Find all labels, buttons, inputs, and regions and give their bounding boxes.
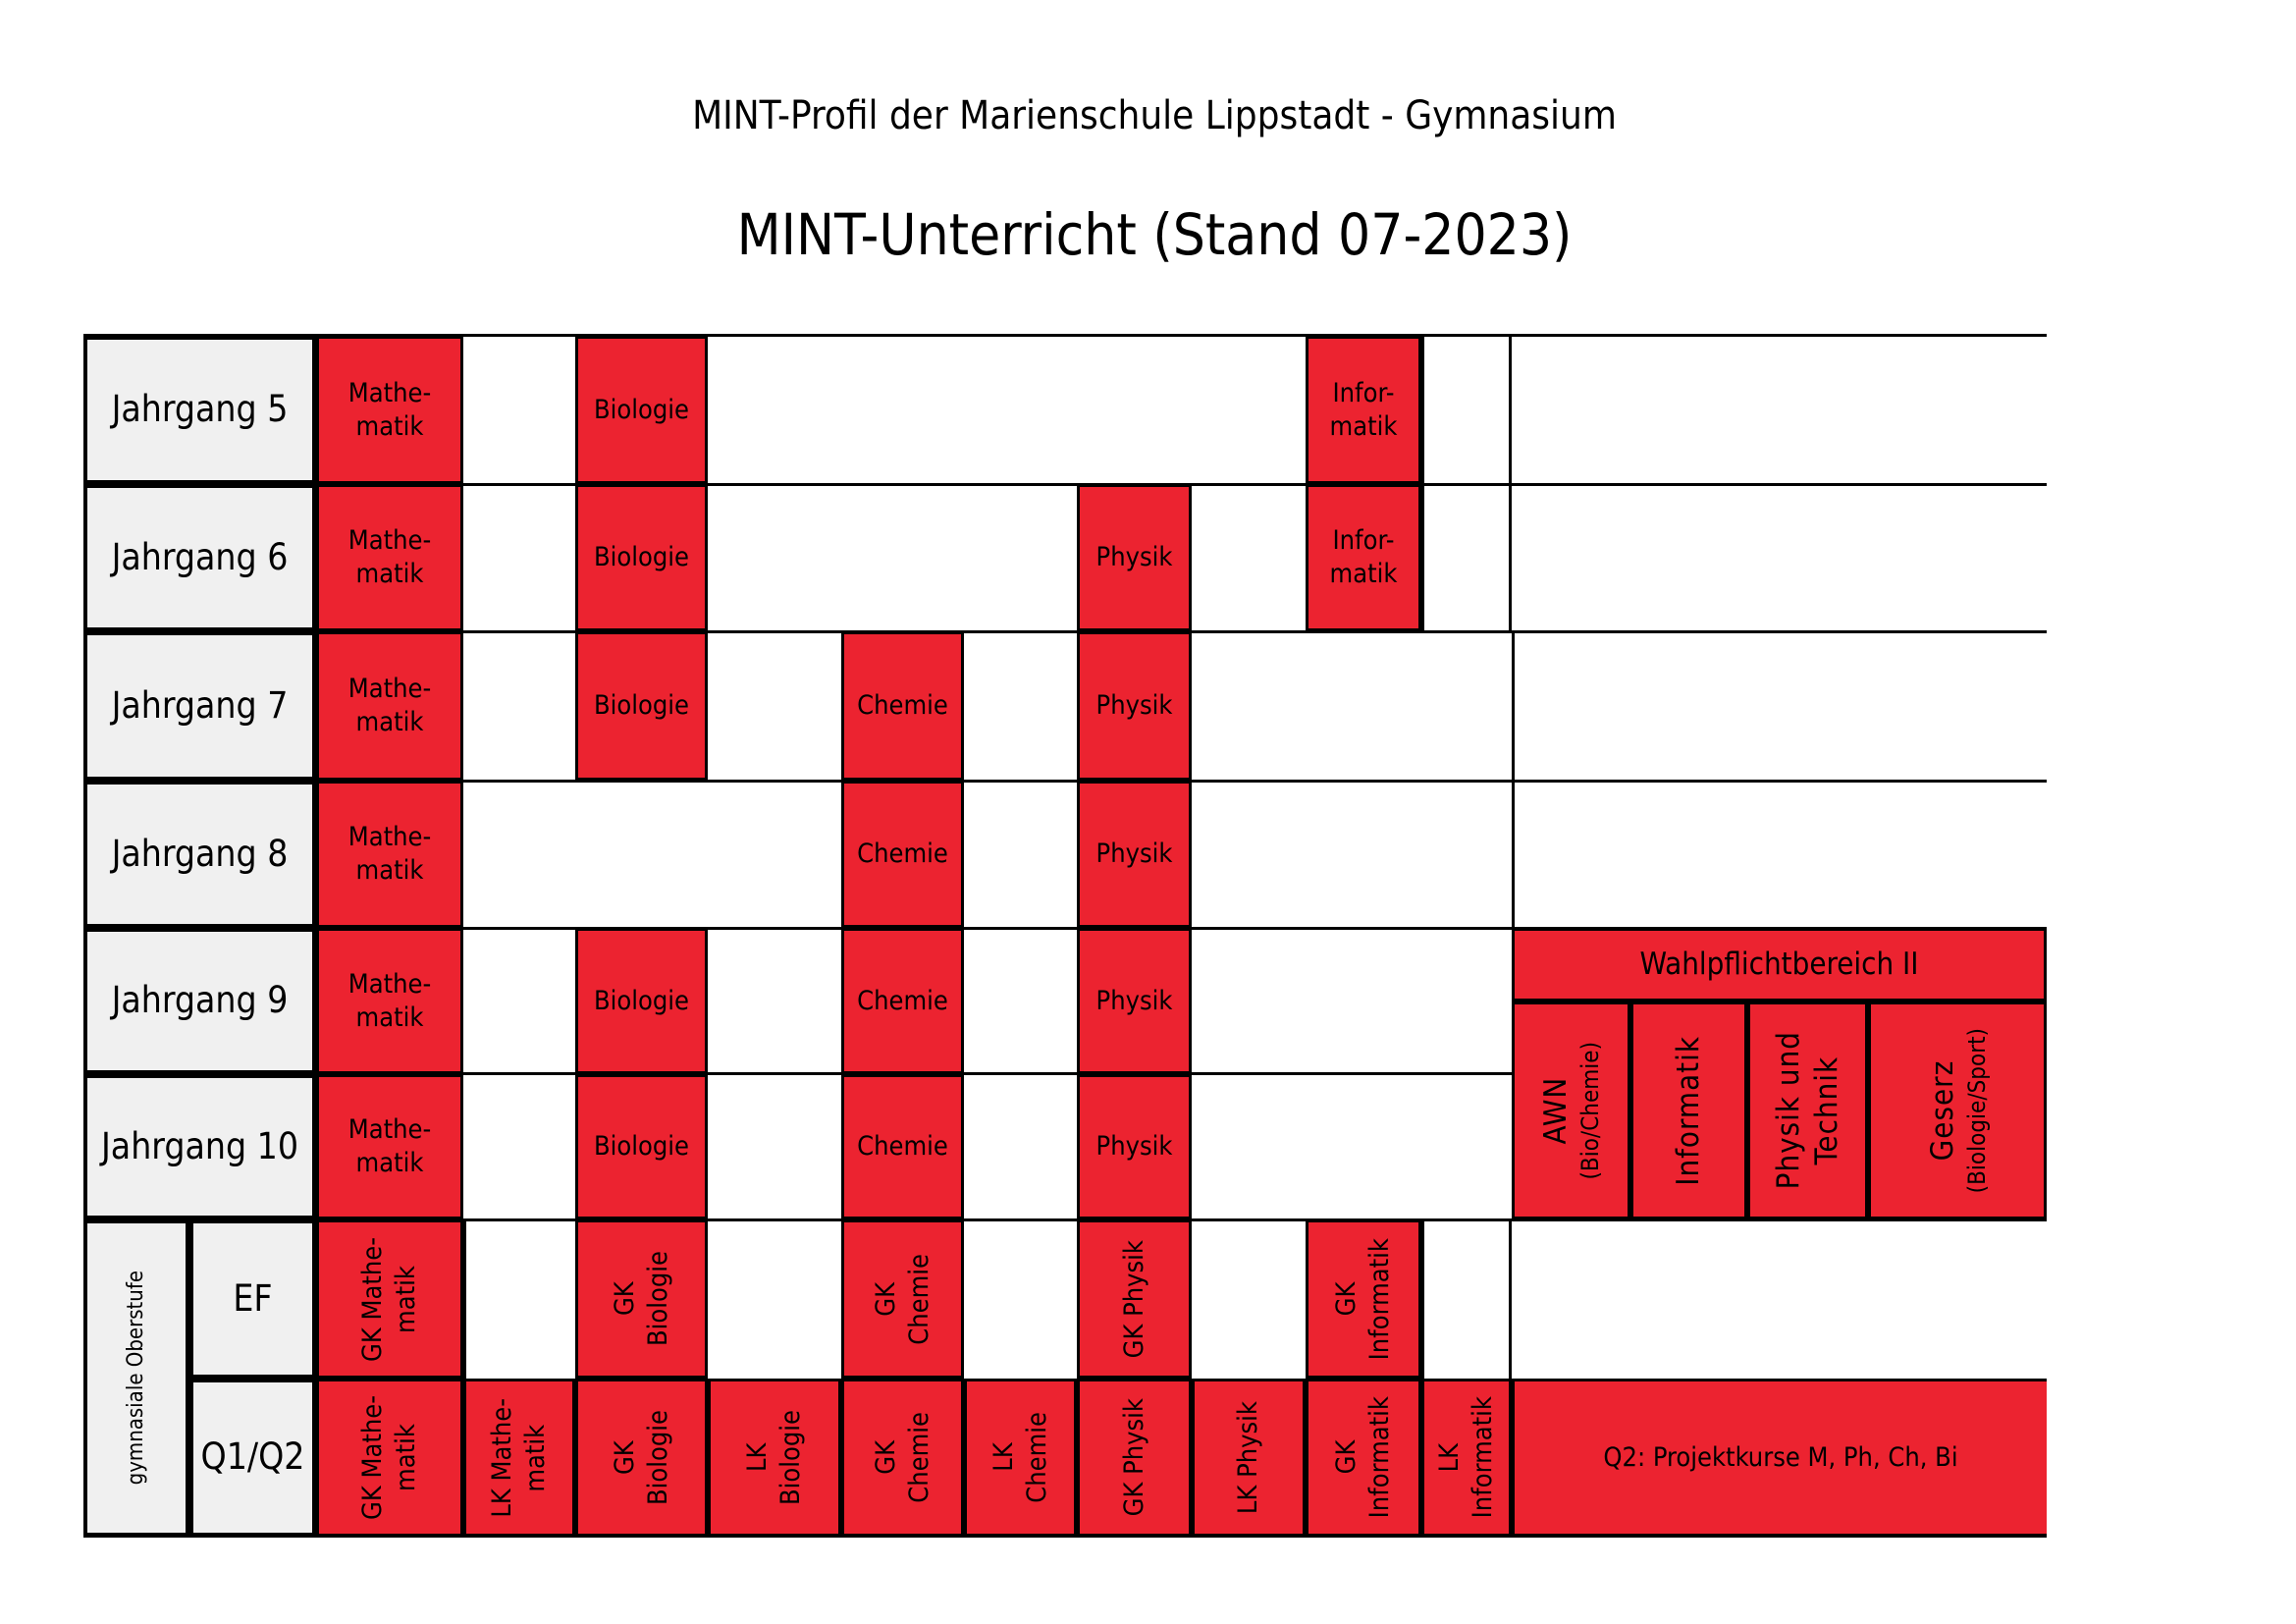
row-label-j6: Jahrgang 6 [83, 484, 316, 631]
text: LK [988, 1442, 1019, 1473]
text: Chemie [903, 1412, 934, 1503]
document-subtitle: MINT-Unterricht (Stand 07-2023) [736, 201, 1573, 268]
text: (Biologie/Sport) [1962, 1027, 1991, 1194]
q-gk-mathematik [316, 1379, 463, 1537]
text: Physik und [1770, 1031, 1806, 1190]
text: Informatik [1671, 1035, 1707, 1186]
text: Geserz [1924, 1059, 1960, 1162]
text: Informatik [1468, 1396, 1498, 1519]
text: GK [870, 1440, 901, 1475]
text: Chemie [903, 1253, 934, 1345]
text: GK Physik [1118, 1239, 1149, 1359]
q-lk-mathematik [463, 1379, 575, 1537]
q-lk-biologie [708, 1379, 841, 1537]
q-lk-chemie [964, 1379, 1077, 1537]
row-label-ef: EF [189, 1219, 316, 1379]
cell-mathematik [316, 928, 463, 1074]
oberstufe-text: gymnasiale Oberstufe [124, 1271, 149, 1486]
text: GK [1331, 1440, 1362, 1475]
text: Mathe- [347, 968, 432, 1000]
text: matik [355, 855, 424, 886]
cell-biologie: Biologie [575, 631, 708, 781]
row-label-j9: Jahrgang 9 [83, 928, 316, 1074]
text: Biologie [775, 1409, 806, 1505]
empty-cell [1421, 336, 1512, 631]
cell-physik: Physik [1077, 484, 1192, 631]
cell-biologie: Biologie [575, 484, 708, 631]
text: Informatik [1364, 1396, 1395, 1519]
cell-physik: Physik [1077, 781, 1192, 928]
q-gk-informatik [1306, 1379, 1421, 1537]
cell-biologie: Biologie [575, 928, 708, 1074]
text: Technik [1808, 1056, 1844, 1165]
mint-table [83, 336, 2047, 1537]
text: GK Physik [1118, 1398, 1149, 1517]
text: GK [609, 1440, 640, 1475]
text: Mathe- [347, 1114, 432, 1146]
wp-geserz [1868, 1001, 2047, 1219]
cell-physik: Physik [1077, 928, 1192, 1074]
cell-informatik [1306, 336, 1421, 484]
document-title: MINT-Profil der Marienschule Lippstadt - Gymnasium [692, 93, 1617, 138]
row-label-oberstufe [83, 1219, 189, 1537]
text: matik [391, 1265, 421, 1333]
text: matik [391, 1424, 421, 1491]
text: Informatik [1364, 1237, 1395, 1361]
wp-informatik [1630, 1001, 1747, 1219]
empty-cell [1421, 1219, 1512, 1379]
cell-chemie: Chemie [841, 631, 964, 781]
row-label-j5: Jahrgang 5 [83, 336, 316, 484]
text: LK Mathe- [487, 1397, 518, 1518]
q-lk-physik [1192, 1379, 1306, 1537]
text: Mathe- [347, 525, 432, 557]
text: GK [870, 1281, 901, 1317]
cell-biologie: Biologie [575, 1074, 708, 1219]
ef-gk-mathematik [316, 1219, 463, 1379]
row-label-q1q2: Q1/Q2 [189, 1379, 316, 1537]
text: Infor- [1332, 377, 1395, 408]
empty-cell [1512, 631, 1630, 928]
cell-chemie: Chemie [841, 781, 964, 928]
cell-mathematik [316, 336, 463, 484]
wp-awn [1512, 1001, 1630, 1219]
empty-cell [463, 1219, 575, 1379]
text: matik [355, 1001, 424, 1033]
text: Biologie [642, 1409, 673, 1505]
cell-informatik [1306, 484, 1421, 631]
text: matik [355, 707, 424, 737]
text: Infor- [1332, 525, 1395, 557]
text: matik [355, 1148, 424, 1178]
text: matik [1329, 559, 1398, 589]
text: GK Mathe- [357, 1236, 389, 1362]
cell-chemie: Chemie [841, 928, 964, 1074]
row-label-j8: Jahrgang 8 [83, 781, 316, 928]
text: LK Physik [1233, 1400, 1264, 1515]
cell-physik: Physik [1077, 1074, 1192, 1219]
text: Mathe- [347, 377, 432, 408]
cell-physik: Physik [1077, 631, 1192, 781]
row-label-j7: Jahrgang 7 [83, 631, 316, 781]
text: Biologie [642, 1251, 673, 1347]
ef-gk-physik [1077, 1219, 1192, 1379]
q-gk-physik [1077, 1379, 1192, 1537]
text: LK [742, 1442, 774, 1473]
cell-mathematik [316, 484, 463, 631]
text: (Bio/Chemie) [1575, 1041, 1604, 1180]
text: AWN [1538, 1076, 1575, 1145]
text: matik [355, 410, 424, 442]
cell-mathematik [316, 781, 463, 928]
text: GK Mathe- [357, 1395, 389, 1520]
cell-mathematik [316, 1074, 463, 1219]
q2-projektkurse: Q2: Projektkurse M, Ph, Ch, Bi [1512, 1379, 2047, 1537]
ef-gk-chemie [841, 1219, 964, 1379]
text: GK [609, 1281, 640, 1317]
text: Mathe- [347, 822, 432, 853]
text: matik [520, 1424, 551, 1491]
text: LK [1434, 1442, 1466, 1473]
ef-gk-biologie [575, 1219, 708, 1379]
q-gk-biologie [575, 1379, 708, 1537]
text: Mathe- [347, 674, 432, 705]
wp-physik-technik [1747, 1001, 1868, 1219]
text: matik [355, 559, 424, 589]
ef-gk-informatik [1306, 1219, 1421, 1379]
q-gk-chemie [841, 1379, 964, 1537]
text: matik [1329, 410, 1398, 442]
text: Chemie [1021, 1412, 1052, 1503]
row-label-j10: Jahrgang 10 [83, 1074, 316, 1219]
q-lk-informatik [1421, 1379, 1512, 1537]
text: GK [1331, 1281, 1362, 1317]
cell-chemie: Chemie [841, 1074, 964, 1219]
wahlpflicht-header: Wahlpflichtbereich II [1512, 928, 2047, 1001]
cell-mathematik [316, 631, 463, 781]
cell-biologie: Biologie [575, 336, 708, 484]
